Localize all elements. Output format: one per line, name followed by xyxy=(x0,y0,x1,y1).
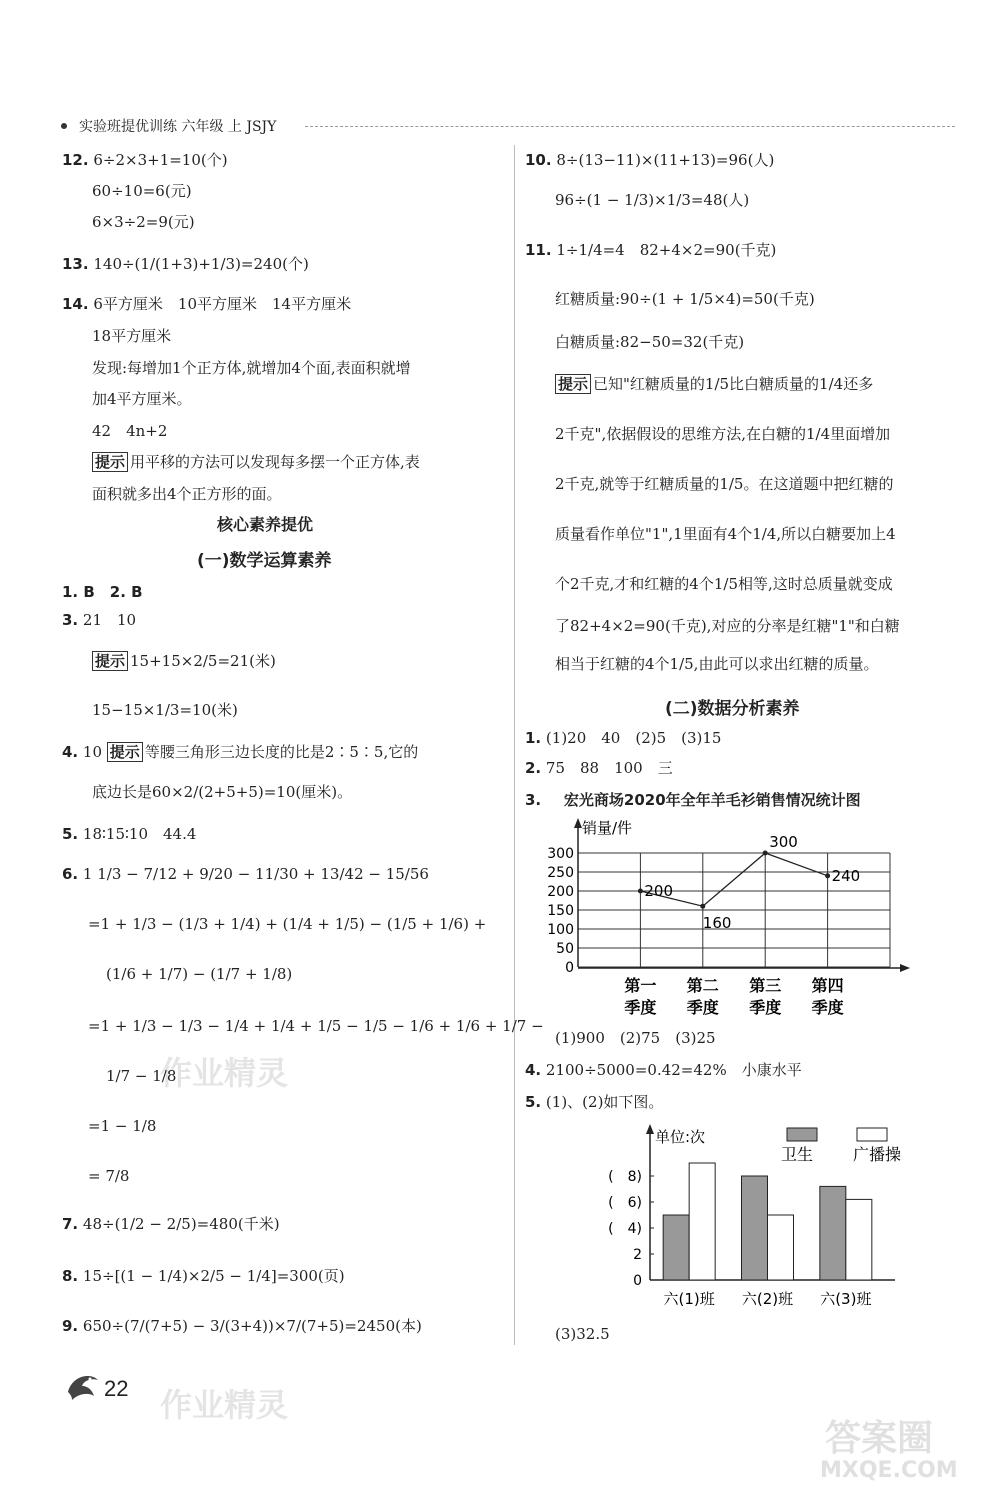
y-axis-label: 单位:次 xyxy=(655,1128,706,1146)
hint-label: 提示 xyxy=(107,742,143,762)
answer-line: 6×3÷2=9(元) xyxy=(92,213,195,231)
answer-d3: 3. 宏光商场2020年全年羊毛衫销售情况统计图 xyxy=(525,791,861,809)
bar xyxy=(663,1215,689,1280)
watermark: 作业精灵 xyxy=(160,1054,289,1092)
answer-line: 96÷(1 − 1/3)×1/3=48(人) xyxy=(555,191,750,209)
legend-swatch xyxy=(857,1128,887,1141)
answer-1-2: 1. B 2. B xyxy=(62,583,143,601)
answer-line: (1)900 (2)75 (3)25 xyxy=(555,1029,716,1047)
data-point xyxy=(638,889,643,894)
watermark: 作业精灵 xyxy=(160,1386,289,1424)
answer-13: 13. 140÷(1/(1+3)+1/3)=240(个) xyxy=(62,255,309,273)
data-point xyxy=(825,873,830,878)
y-tick-label: 150 xyxy=(547,903,574,919)
answer-line: 15−15×1/3=10(米) xyxy=(92,701,238,719)
y-tick-label: 250 xyxy=(547,865,574,881)
answer-line: 1/7 − 1/8 xyxy=(106,1067,177,1085)
bar xyxy=(689,1163,715,1280)
answer-line: 底边长是60×2/(2+5+5)=10(厘米)。 xyxy=(92,783,353,801)
answer-9: 9. 650÷(7/(7+5) − 3/(3+4))×7/(7+5)=2450(本) xyxy=(62,1317,422,1335)
answer-line: (1/6 + 1/7) − (1/7 + 1/8) xyxy=(106,965,293,983)
answer-line: 42 4n+2 xyxy=(92,422,168,440)
answer-line: 2千克,就等于红糖质量的1/5。在这道题中把红糖的 xyxy=(555,475,894,493)
y-tick-label: 0 xyxy=(633,1273,642,1289)
x-tick-label: 六(2)班 xyxy=(741,1290,794,1308)
answer-4: 4. 10 提示 等腰三角形三边长度的比是2∶5∶5,它的 xyxy=(62,743,419,761)
answer-line: 发现:每增加1个正方体,就增加4个面,表面积就增 xyxy=(92,359,411,377)
subsection-title: (二)数据分析素养 xyxy=(665,699,800,719)
header-title: 实验班提优训练 六年级 上 JSJY xyxy=(79,119,277,135)
bullet-icon xyxy=(61,123,67,129)
answer-line: =1 + 1/3 − 1/3 − 1/4 + 1/4 + 1/5 − 1/5 − 1/6 + 1/6 + 1/7 − xyxy=(88,1017,544,1035)
y-tick-label: 300 xyxy=(547,846,574,862)
y-axis-arrow-icon xyxy=(574,818,582,828)
y-axis-arrow-icon xyxy=(646,1124,654,1134)
bar xyxy=(820,1186,846,1280)
y-tick-label: 0 xyxy=(565,960,574,976)
data-label: 200 xyxy=(644,882,674,900)
x-tick-label: 季度 xyxy=(749,998,782,1017)
dolphin-logo-icon xyxy=(64,1370,102,1404)
answer-line: = 7/8 xyxy=(88,1167,130,1185)
answer-line: 相当于红糖的4个1/5,由此可以求出红糖的质量。 xyxy=(555,655,879,673)
x-axis-arrow-icon xyxy=(900,964,910,972)
y-tick-label: ( 8) xyxy=(608,1169,642,1185)
answer-7: 7. 48÷(1/2 − 2/5)=480(千米) xyxy=(62,1215,280,1233)
answer-12: 12. 6÷2×3+1=10(个) xyxy=(62,151,228,169)
answer-line: (3)32.5 xyxy=(555,1325,610,1343)
line-chart xyxy=(530,815,920,1025)
answer-line: 18平方厘米 xyxy=(92,327,172,345)
hint-label: 提示 xyxy=(92,651,128,671)
x-tick-label: 第一 xyxy=(624,976,657,995)
x-tick-label: 六(1)班 xyxy=(663,1290,715,1308)
hint-line: 提示 用平移的方法可以发现每多摆一个正方体,表 xyxy=(92,452,420,472)
data-point xyxy=(700,904,705,909)
bar xyxy=(742,1176,768,1280)
y-axis-label: 销量/件 xyxy=(582,819,633,837)
x-tick-label: 六(3)班 xyxy=(820,1290,872,1308)
answer-d4: 4. 2100÷5000=0.42=42% 小康水平 xyxy=(525,1061,802,1079)
x-tick-label: 季度 xyxy=(811,998,844,1017)
y-tick-label: ( 6) xyxy=(608,1195,642,1211)
y-tick-label: 200 xyxy=(547,884,574,900)
section-title: 核心素养提优 xyxy=(217,515,314,534)
answer-line: 60÷10=6(元) xyxy=(92,182,192,200)
answer-line: 个2千克,才和红糖的4个1/5相等,这时总质量就变成 xyxy=(555,575,893,593)
data-label: 160 xyxy=(702,914,732,933)
subsection-title: (一)数学运算素养 xyxy=(197,551,332,571)
legend-swatch xyxy=(787,1128,817,1141)
x-tick-label: 季度 xyxy=(624,998,657,1017)
y-tick-label: ( 4) xyxy=(608,1221,642,1237)
legend-label: 广播操 xyxy=(853,1145,902,1164)
data-label: 240 xyxy=(831,866,861,885)
answer-line: =1 − 1/8 xyxy=(88,1117,157,1135)
watermark: 答案圈 xyxy=(825,1418,934,1459)
answer-line: 2千克",依据假设的思维方法,在白糖的1/4里面增加 xyxy=(555,425,891,443)
answer-line: 红糖质量:90÷(1 + 1/5×4)=50(千克) xyxy=(555,290,815,308)
answer-11: 11. 1÷1/4=4 82+4×2=90(千克) xyxy=(525,241,777,259)
y-tick-label: 2 xyxy=(633,1247,642,1263)
answer-5: 5. 18∶15∶10 44.4 xyxy=(62,825,197,843)
hint-line: 提示 15+15×2/5=21(米) xyxy=(92,651,276,671)
answer-3: 3. 21 10 xyxy=(62,611,137,629)
data-point xyxy=(763,851,768,856)
hint-label: 提示 xyxy=(92,452,128,472)
y-tick-label: 50 xyxy=(556,941,574,957)
answer-line: =1 + 1/3 − (1/3 + 1/4) + (1/4 + 1/5) − (1/5 + 1/6) + xyxy=(88,915,487,933)
answer-d1: 1. (1)20 40 (2)5 (3)15 xyxy=(525,729,722,747)
answer-line: 加4平方厘米。 xyxy=(92,390,192,408)
header-rule xyxy=(305,126,955,127)
chart-title: 宏光商场2020年全年羊毛衫销售情况统计图 xyxy=(563,791,861,809)
watermark: MXQE.COM xyxy=(820,1458,958,1483)
answer-line: 面积就多出4个正方形的面。 xyxy=(92,485,282,503)
x-tick-label: 第三 xyxy=(749,976,782,995)
x-tick-label: 季度 xyxy=(686,998,719,1017)
bar xyxy=(768,1215,794,1280)
answer-14: 14. 6平方厘米 10平方厘米 14平方厘米 xyxy=(62,295,352,313)
x-tick-label: 第四 xyxy=(811,976,844,995)
answer-8: 8. 15÷[(1 − 1/4)×2/5 − 1/4]=300(页) xyxy=(62,1267,345,1285)
legend-label: 卫生 xyxy=(781,1145,814,1164)
data-label: 300 xyxy=(769,833,798,851)
bar-chart xyxy=(565,1120,945,1340)
page-number: 22 xyxy=(104,1376,129,1401)
x-tick-label: 第二 xyxy=(686,976,719,995)
hint-line: 提示 已知"红糖质量的1/5比白糖质量的1/4还多 xyxy=(555,374,873,394)
answer-10: 10. 8÷(13−11)×(11+13)=96(人) xyxy=(525,151,775,169)
answer-line: 了82+4×2=90(千克),对应的分率是红糖"1"和白糖 xyxy=(555,617,900,635)
bar xyxy=(846,1199,872,1280)
y-tick-label: 100 xyxy=(547,922,574,938)
answer-line: 白糖质量:82−50=32(千克) xyxy=(555,333,745,351)
column-divider xyxy=(514,145,515,1345)
answer-line: 质量看作单位"1",1里面有4个1/4,所以白糖要加上4 xyxy=(555,525,896,543)
hint-label: 提示 xyxy=(555,374,591,394)
answer-d5: 5. (1)、(2)如下图。 xyxy=(525,1093,664,1111)
answer-d2: 2. 75 88 100 三 xyxy=(525,759,673,777)
answer-6: 6. 1 1/3 − 7/12 + 9/20 − 11/30 + 13/42 − 15/56 xyxy=(62,865,429,883)
page-header xyxy=(55,116,955,136)
